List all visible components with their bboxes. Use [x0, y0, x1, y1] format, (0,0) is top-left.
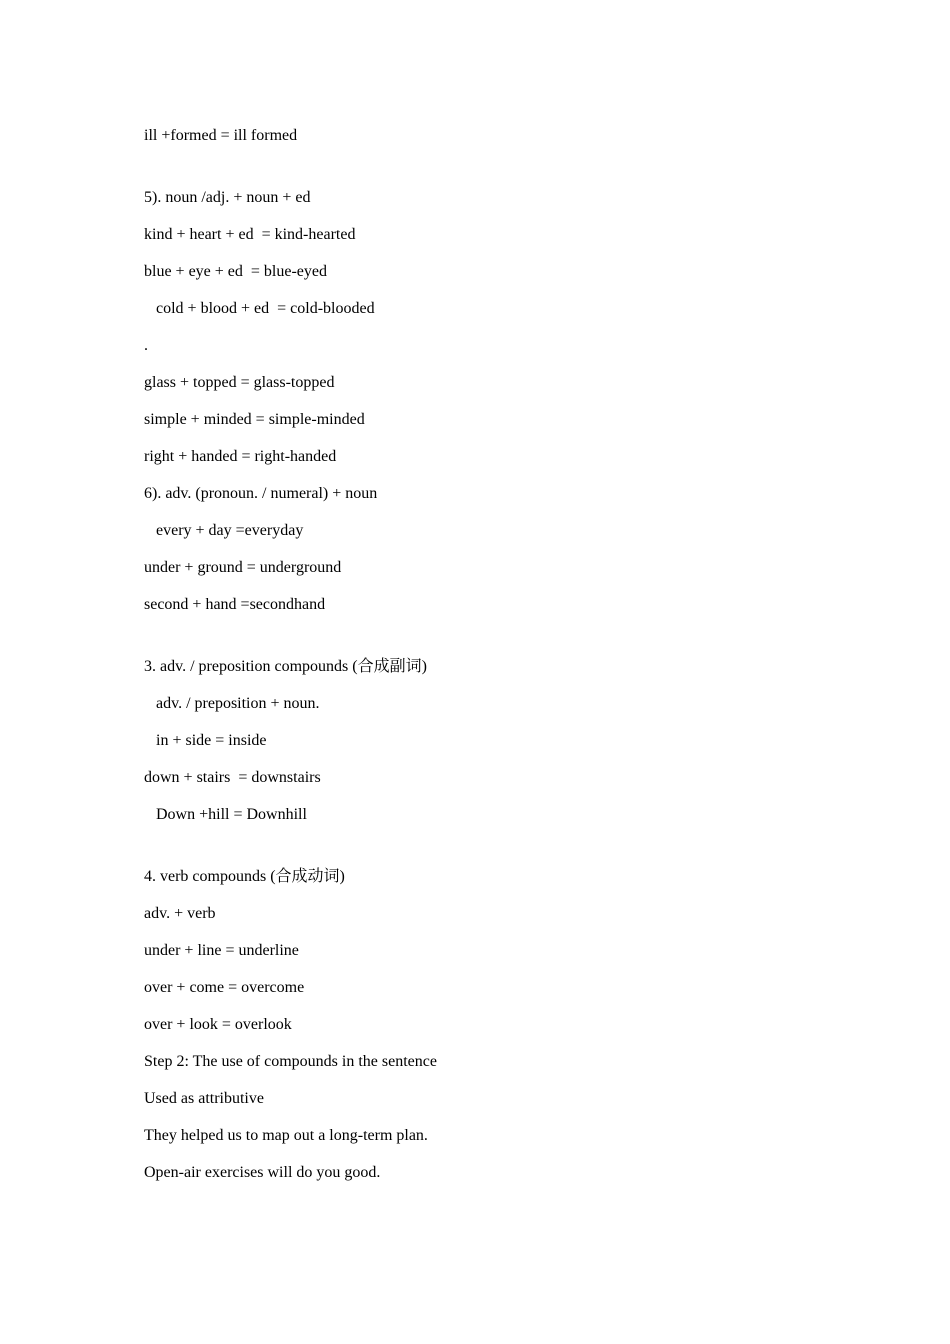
text-line: simple + minded = simple-minded — [144, 411, 365, 428]
section-heading: 3. adv. / preposition compounds (合成副词) — [144, 658, 427, 675]
text-line: kind + heart + ed = kind-hearted — [144, 226, 356, 243]
section-heading: 6). adv. (pronoun. / numeral) + noun — [144, 485, 378, 502]
text-line: second + hand =secondhand — [144, 596, 326, 613]
text-line: in + side = inside — [144, 732, 267, 749]
text-line: glass + topped = glass-topped — [144, 374, 335, 391]
text-line: . — [144, 337, 148, 354]
text-line: They helped us to map out a long-term plan. — [144, 1127, 428, 1144]
text-line: right + handed = right-handed — [144, 448, 337, 465]
text-line: over + come = overcome — [144, 979, 305, 996]
text-line: ill +formed = ill formed — [144, 127, 298, 144]
text-line: every + day =everyday — [144, 522, 304, 539]
section-heading: 5). noun /adj. + noun + ed — [144, 189, 311, 206]
section-heading: Step 2: The use of compounds in the sentence — [144, 1053, 437, 1070]
text-line: adv. / preposition + noun. — [144, 695, 320, 712]
text-line: under + line = underline — [144, 942, 299, 959]
text-line: over + look = overlook — [144, 1016, 292, 1033]
section-heading: 4. verb compounds (合成动词) — [144, 868, 345, 885]
text-line: Down +hill = Downhill — [144, 806, 307, 823]
text-line: cold + blood + ed = cold-blooded — [144, 300, 375, 317]
text-line: blue + eye + ed = blue-eyed — [144, 263, 327, 280]
text-line: under + ground = underground — [144, 559, 342, 576]
text-line: down + stairs = downstairs — [144, 769, 321, 786]
text-line: Open-air exercises will do you good. — [144, 1164, 381, 1181]
text-line: adv. + verb — [144, 905, 216, 922]
text-line: Used as attributive — [144, 1090, 264, 1107]
